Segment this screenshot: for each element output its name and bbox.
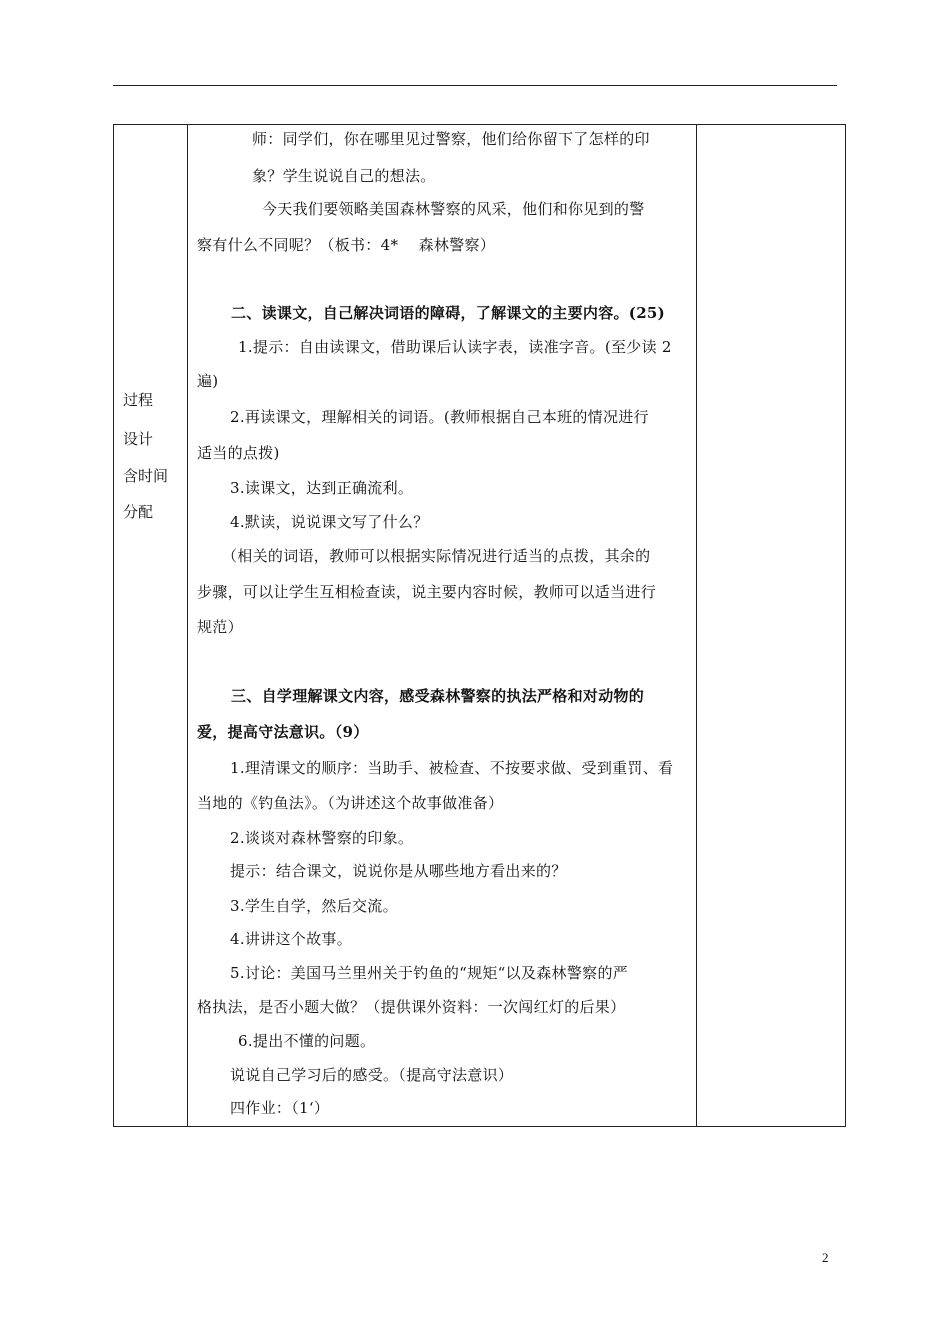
content-line: 象？学生说说自己的想法。 (252, 167, 436, 185)
content-line: 察有什么不同呢？（板书：4* 森林警察） (197, 236, 496, 254)
page-number: 2 (822, 1250, 829, 1265)
lesson-plan-table (113, 124, 846, 1127)
row-label-line: 含时间 (123, 467, 169, 485)
content-line: 5.讨论：美国马兰里州关于钓鱼的“规矩“以及森林警察的严 (230, 964, 629, 982)
row-label-line: 过程 (123, 391, 154, 409)
content-line: 步骤，可以让学生互相检查读，说主要内容时候，教师可以适当进行 (197, 583, 657, 601)
content-line: 6.提出不懂的问题。 (238, 1032, 376, 1050)
content-line: 今天我们要领略美国森林警察的风采，他们和你见到的警 (262, 200, 645, 218)
content-line: 提示：结合课文，说说你是从哪些地方看出来的？ (230, 862, 567, 880)
content-line: 当地的《钓鱼法》。（为讲述这个故事做准备） (197, 794, 504, 812)
content-line: 4.默读，说说课文写了什么？ (230, 513, 429, 531)
content-line: 格执法，是否小题大做？（提供课外资料：一次闯红灯的后果） (197, 998, 626, 1016)
row-label-line: 设计 (123, 430, 154, 448)
content-line: 3.学生自学，然后交流。 (230, 897, 398, 915)
content-line: 说说自己学习后的感受。（提高守法意识） (230, 1066, 514, 1084)
row-label-cell (114, 125, 187, 1126)
content-line: 1.理清课文的顺序：当助手、被检查、不按要求做、受到重罚、看 (230, 759, 674, 777)
section-heading: 二、读课文，自己解决词语的障碍，了解课文的主要内容。(25) (231, 304, 666, 322)
row-label-line: 分配 (123, 503, 154, 521)
content-line: 规范） (197, 618, 243, 636)
content-line: 1.提示：自由读课文，借助课后认读字表，读准字音。(至少读 2 (238, 338, 672, 356)
content-line: 适当的点拨) (197, 444, 280, 462)
content-line: 遍) (197, 372, 219, 390)
column-divider (696, 125, 697, 1126)
content-line: 2.再读课文，理解相关的词语。(教师根据自己本班的情况进行 (230, 408, 649, 426)
header-rule (113, 85, 837, 86)
content-line: 四作业：（1‘） (230, 1099, 330, 1117)
section-heading: 爱，提高守法意识。（9） (197, 723, 369, 741)
section-heading: 三、自学理解课文内容，感受森林警察的执法严格和对动物的 (231, 687, 645, 705)
content-line: （相关的词语，教师可以根据实际情况进行适当的点拨，其余的 (222, 547, 651, 565)
content-line: 4.讲讲这个故事。 (230, 930, 353, 948)
content-line: 2.谈谈对森林警察的印象。 (230, 829, 414, 847)
content-line: 3.读课文，达到正确流利。 (230, 479, 414, 497)
process-content-cell (188, 125, 696, 1126)
content-line: 师：同学们，你在哪里见过警察，他们给你留下了怎样的印 (252, 130, 650, 148)
